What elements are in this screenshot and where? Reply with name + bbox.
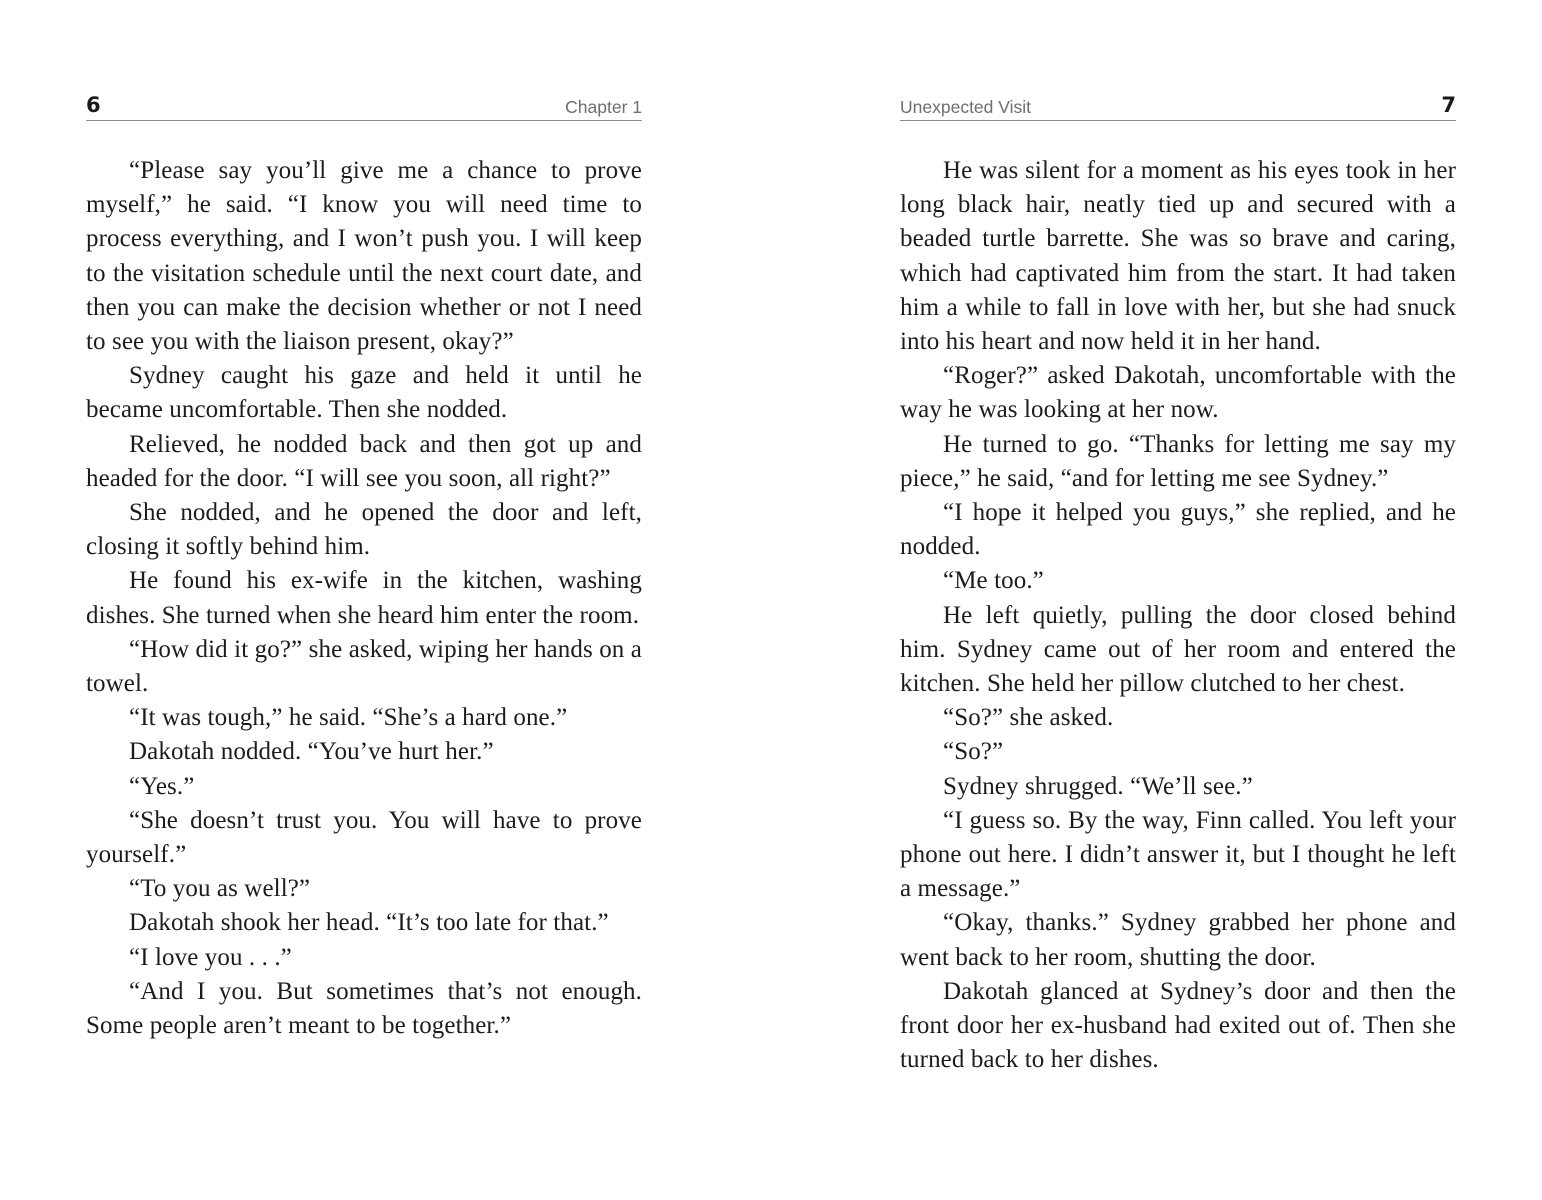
paragraph: “And I you. But sometimes that’s not enough. Some people aren’t meant to be together.” — [86, 977, 642, 1040]
paragraph: He left quietly, pulling the door closed behind him. Sydney came out of her room and entered the kitchen. She held her pillow clutched to her chest. — [900, 601, 1456, 698]
paragraph: She nodded, and he opened the door and left, closing it softly behind him. — [86, 499, 642, 561]
right-chapter-title: Unexpected Visit — [900, 97, 1032, 117]
paragraph: “It was tough,” he said. “She’s a hard one.” — [129, 704, 568, 732]
left-body-text — [86, 154, 642, 1043]
paragraph: “How did it go?” she asked, wiping her hands on a towel. — [86, 635, 642, 698]
paragraph: He turned to go. “Thanks for letting me say my piece,” he said, “and for letting me see Sydney.” — [900, 430, 1456, 492]
paragraph: Dakotah glanced at Sydney’s door and then the front door her ex-husband had exited out of. Then she turned back to her dishes. — [900, 977, 1456, 1074]
right-page — [900, 0, 1456, 1200]
paragraph: “So?” — [943, 738, 1004, 766]
left-page-number: 6 — [86, 93, 101, 117]
paragraph: “To you as well?” — [129, 875, 311, 903]
paragraph: Relieved, he nodded back and then got up and headed for the door. “I will see you soon, all right?” — [86, 430, 642, 492]
right-page-number: 7 — [1441, 93, 1456, 117]
paragraph: “I hope it helped you guys,” she replied, and he nodded. — [900, 499, 1456, 561]
left-chapter-title: Chapter 1 — [565, 97, 642, 117]
paragraph: He found his ex-wife in the kitchen, washing dishes. She turned when she heard him enter the room. — [86, 567, 642, 629]
paragraph: “Okay, thanks.” Sydney grabbed her phone and went back to her room, shutting the door. — [900, 909, 1456, 971]
paragraph: “Please say you’ll give me a chance to prove myself,” he said. “I know you will need time to process everything, and I won’t push you. I will keep to the visitation schedule until the next court date, and then you can make the decision whether or not I need to see you with the liaison present, okay?” — [86, 157, 642, 356]
paragraph: “I love you . . .” — [129, 943, 292, 971]
left-page — [86, 0, 642, 1200]
paragraph: “So?” she asked. — [943, 704, 1114, 732]
paragraph: “Yes.” — [129, 772, 195, 800]
paragraph: He was silent for a moment as his eyes took in her long black hair, neatly tied up and secured with a beaded turtle barrette. She was so brave and caring, which had captivated him from the start. It had taken him a while to fall in love with her, but she had snuck into his heart and now held it in her hand. — [900, 157, 1456, 356]
right-body-text — [900, 154, 1456, 1077]
paragraph: Dakotah shook her head. “It’s too late for that.” — [129, 909, 609, 937]
paragraph: Dakotah nodded. “You’ve hurt her.” — [129, 738, 494, 766]
right-running-head — [900, 92, 1456, 121]
left-running-head — [86, 92, 642, 121]
paragraph: “She doesn’t trust you. You will have to prove yourself.” — [86, 806, 642, 869]
paragraph: “Roger?” asked Dakotah, uncomfortable with the way he was looking at her now. — [900, 362, 1456, 424]
paragraph: Sydney shrugged. “We’ll see.” — [943, 772, 1253, 800]
paragraph: “Me too.” — [943, 567, 1044, 595]
paragraph: “I guess so. By the way, Finn called. You left your phone out here. I didn’t answer it, but I thought he left a message.” — [900, 806, 1456, 903]
paragraph: Sydney caught his gaze and held it until he became uncomfortable. Then she nodded. — [86, 362, 642, 424]
